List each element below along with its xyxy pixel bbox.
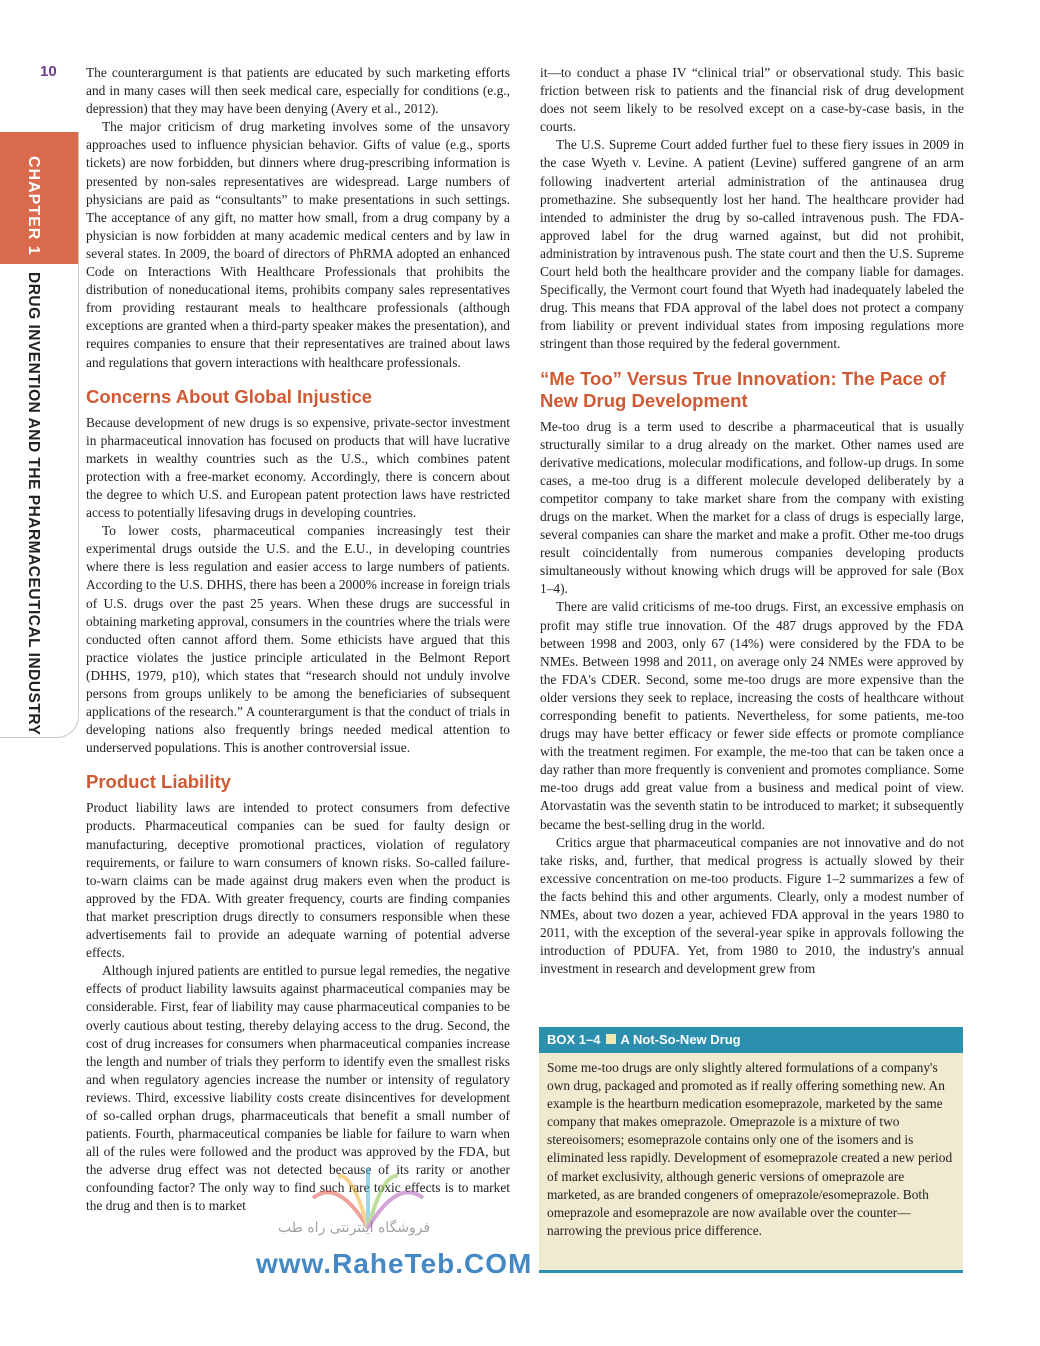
paragraph: The U.S. Supreme Court added further fuel to these fiery issues in 2009 in the case Wyeth v. Levine. A patient (Levine) suffered gangrene of an arm following inadvertent arterial administration of the antinausea drug promethazine. She subsequently lost her hand. The healthcare provider had intended to administer the drug by so-called intravenous push. The FDA-approved label for the drug warned against, but did not prohibit, administration by intravenous push. The state court and then the U.S. Supreme Court held both the healthcare provider and the company liable for damages. Specifically, the Vermont court found that Wyeth had inadequately labeled the drug. This means that FDA approval of the label does not protect a company from liability or prevent individual states from imposing regulations more stringent than those required by the federal government.	[540, 137, 964, 352]
paragraph: it—to conduct a phase IV “clinical trial” or observational study. This basic friction between risk to patients and the financial risk of drug development does not seem likely to be resolved except on a case-by-case basis, in the courts.	[540, 65, 964, 135]
chapter-tab	[0, 132, 79, 738]
box-title: A Not-So-New Drug	[620, 1032, 741, 1047]
chapter-title: DRUG INVENTION AND THE PHARMACEUTICAL INDUSTRY	[25, 272, 42, 736]
paragraph: Critics argue that pharmaceutical companies are not innovative and do not take risks, and, further, that medical progress is actually slowed by their excessive concentration on me-too products. Figure 1–2 summarizes a few of the facts behind this and other arguments. Clearly, only a modest number of NMEs, about two dozen a year, achieved FDA approval in the years 1980 to 2011, with the exception of the several-year spike in approvals following the introduction of PDUFA. Yet, from 1980 to 2010, the industry's annual investment in research and development grew from	[540, 834, 964, 977]
paragraph: Because development of new drugs is so expensive, private-sector investment in pharmaceutical innovation has focused on products that will have lucrative markets in wealthy countries such as the U.S., which combines patent protection with a free-market economy. Accordingly, there is concern about the degree to which U.S. and European patent protection laws have restricted access to potentially lifesaving drugs in developing countries.	[86, 414, 510, 521]
watermark-arabic: فروشگاه اینترنتی راه طب	[278, 1220, 431, 1236]
paragraph: Product liability laws are intended to protect consumers from defective products. Pharmaceutical companies can be sued for faulty design or manufacturing, deceptive promotional practices, violation of regulatory requirements, or failure to warn consumers of known risks. So-called failure-to-warn claims can be made against drug makers even when the product is approved by the FDA. With greater frequency, courts are finding companies that market prescription drugs directly to consumers responsible when these advertisements fail to provide an adequate warning of potential adverse effects.	[86, 800, 510, 961]
square-icon	[606, 1034, 616, 1044]
box-body: Some me-too drugs are only slightly altered formulations of a company's own drug, packaged and promoted as if really offering something new. An example is the heartburn medication esomeprazole, marketed by the same company that makes omeprazole. Omeprazole is a mixture of two stereoisomers; esomeprazole contains only one of the isomers and is eliminated less rapidly. Development of esomeprazole created a new period of market exclusivity, although generic versions of omeprazole are marketed, as are branded congeners of omeprazole/esomeprazole. Both omeprazole and esomeprazole are now available over the counter—narrowing the previous price difference.	[547, 1060, 953, 1238]
paragraph: There are valid criticisms of me-too drugs. First, an excessive emphasis on profit may stifle true innovation. Of the 487 drugs approved by the FDA between 1998 and 2003, only 67 (14%) were considered by the FDA to be NMEs. Between 1998 and 2011, on average only 24 NMEs were approved by the FDA's CDER. Second, some me-too drugs are more expensive than the older versions they seek to replace, increasing the costs of healthcare without corresponding benefit to patients. Nevertheless, for some patients, me-too drugs may have better efficacy or fewer side effects or promote compliance with the treatment regimen. For example, the me-too that can be taken once a day rather than more frequently is convenient and promotes compliance. Some me-too drugs add great value from a business and medical point of view. Atorvastatin was the seventh statin to be introduced to market; it subsequently became the best-selling drug in the world.	[540, 599, 964, 832]
right-column	[540, 64, 964, 978]
chapter-tab-marker	[0, 132, 78, 264]
left-column	[86, 64, 510, 1216]
paragraph: The counterargument is that patients are educated by such marketing efforts and in many cases will then seek medical care, especially for conditions (e.g., depression) that they may have been denying (Avery et al., 2012).	[86, 65, 510, 117]
paragraph: Although injured patients are entitled to pursue legal remedies, the negative effects of product liability lawsuits against pharmaceutical companies may be considerable. First, fear of liability may cause pharmaceutical companies to be overly cautious about testing, thereby delaying access to the drug. Second, the cost of drug increases for consumers when pharmaceutical companies increase the length and number of trials they perform to identify even the smallest risks and when regulatory agencies increase the number or intensity of regulatory reviews. Third, excessive liability costs create disincentives for development of so-called orphan drugs, pharmaceuticals that benefit a small number of patients. Fourth, pharmaceutical companies be liable for failure to warn when all of the rules were followed and the product was approved by the FDA, but the adverse drug effect was not detected because of its rarity or another confounding factor? The only way to find such rare toxic effects is to market the drug and then is to market	[86, 963, 510, 1214]
chapter-label: CHAPTER 1	[25, 156, 42, 256]
page-number: 10	[40, 63, 57, 80]
watermark-text: www.RaheTeb.COM	[256, 1248, 533, 1279]
paragraph: To lower costs, pharmaceutical companies increasingly test their experimental drugs outside the U.S. and the E.U., in developing countries where there is less regulation and easier access to large numbers of patients. According to the U.S. DHHS, there has been a 2000% increase in foreign trials of U.S. drugs over the past 25 years. When these drugs are successful in obtaining marketing approval, consumers in the countries where the trials were conducted often cannot afford them. Some ethicists have argued that this practice violates the justice principle articulated in the Belmont Report (DHHS, 1979, p10), which states that “research should not unduly involve persons from groups unlikely to be among the beneficiaries of subsequent applications of the research.” A counterargument is that the conduct of trials in developing nations also frequently brings needed medical attention to underserved populations. This is another controversial issue.	[86, 523, 510, 756]
paragraph: The major criticism of drug marketing involves some of the unsavory approaches used to influence physician behavior. Gifts of value (e.g., sports tickets) are now forbidden, but dinners where drug-prescribing information is presented by non-sales representatives are widespread. Large numbers of physicians are paid as “consultants” to make presentations in such settings. The acceptance of any gift, no matter how small, from a drug company by a physician is now forbidden at many academic medical centers and by law in several states. In 2009, the board of directors of PhRMA adopted an enhanced Code on Interactions With Healthcare Professionals that prohibits the distribution of noneducational items, prohibits company sales representatives from providing restaurant meals to healthcare professionals (although exceptions are granted when a third-party speaker makes the presentation), and requires companies to ensure that their representatives are trained about laws and regulations that govern interactions with healthcare professionals.	[86, 119, 510, 370]
section-heading-me-too: “Me Too” Versus True Innovation: The Pace of New Drug Development	[540, 367, 946, 411]
box-header	[539, 1027, 963, 1053]
paragraph: Me-too drug is a term used to describe a pharmaceutical that is usually structurally similar to a drug already on the market. Other names used are derivative medications, molecular modifications, and follow-up drugs. In some cases, a me-too drug is a different molecule developed deliberately by a competitor company to take market share from the company with existing drugs on the market. When the market for a class of drugs is especially large, several companies can share the market and make a profit. Other me-too drugs result coincidentally from numerous companies developing products simultaneously without knowing which drugs will be approved for sale (Box 1–4).	[540, 418, 964, 597]
box-label: BOX 1–4	[547, 1032, 601, 1047]
box-1-4	[539, 1027, 963, 1273]
section-heading-product-liability: Product Liability	[86, 771, 231, 793]
section-heading-global-injustice: Concerns About Global Injustice	[86, 385, 373, 407]
